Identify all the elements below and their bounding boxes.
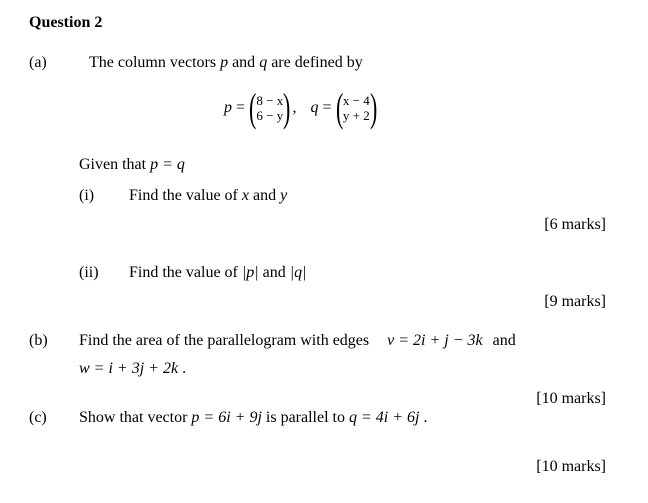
var-q: q (259, 54, 268, 71)
part-b-w-expr: w = i + 3j + 2k (79, 360, 179, 377)
part-c-period: . (419, 409, 428, 426)
vector-p-bottom: 6 − y (256, 108, 284, 123)
given-statement (79, 156, 185, 174)
given-math: p = q (150, 156, 185, 173)
sub-i-label: (i) (79, 187, 95, 204)
given-text: Given that (79, 156, 151, 173)
sub-i-text (129, 187, 287, 205)
part-b-label: (b) (29, 332, 48, 349)
sub-ii-label: (ii) (79, 264, 99, 281)
vector-q-equals: = (318, 99, 336, 116)
var-p: p (220, 54, 229, 71)
intro-and: and (228, 54, 260, 71)
part-c-q-expr: q = 4i + 6j (349, 409, 420, 426)
part-b-line2 (79, 360, 186, 378)
part-b-text: Find the area of the parallelogram with edges (79, 332, 370, 349)
vector-comma: , (292, 99, 297, 116)
sub-i-marks: [6 marks] (544, 216, 606, 233)
vector-q-column (335, 85, 378, 130)
part-b-line1 (79, 332, 516, 350)
sub-ii-and: and (258, 264, 290, 281)
part-c-middle: is parallel to (261, 409, 349, 426)
vector-q-top: x − 4 (342, 93, 370, 108)
vector-p-equals: = (232, 99, 250, 116)
part-c-prefix: Show that vector (79, 409, 192, 426)
vector-p-column (249, 85, 291, 130)
sub-i-prefix: Find the value of (129, 187, 242, 204)
right-paren-icon: ) (283, 85, 291, 130)
vector-definitions (224, 85, 378, 130)
var-x: x (241, 187, 249, 204)
var-y: y (280, 187, 288, 204)
part-b-v-expr: v = 2i + j − 3k (387, 332, 483, 349)
part-c-text (79, 409, 427, 427)
part-b-marks: [10 marks] (536, 390, 606, 407)
vector-q-name: q (310, 99, 319, 116)
abs-p: |p| (241, 264, 259, 281)
part-a-label: (a) (29, 54, 47, 71)
sub-ii-marks: [9 marks] (544, 293, 606, 310)
part-a-intro (89, 54, 363, 72)
part-c-marks: [10 marks] (536, 458, 606, 475)
part-c-p-expr: p = 6i + 9j (191, 409, 262, 426)
sub-i-and: and (248, 187, 281, 204)
part-b-and: and (492, 332, 516, 349)
question-title: Question 2 (29, 14, 103, 31)
intro-suffix: are defined by (267, 54, 363, 71)
sub-ii-prefix: Find the value of (129, 264, 242, 281)
vector-p-top: 8 − x (256, 93, 284, 108)
sub-ii-text (129, 264, 307, 282)
vector-q-bottom: y + 2 (342, 108, 370, 123)
left-paren-icon: ( (249, 85, 257, 130)
abs-q: |q| (289, 264, 307, 281)
vector-p-name: p (224, 99, 232, 116)
left-paren-icon: ( (335, 85, 343, 130)
part-b-period: . (178, 360, 187, 377)
intro-prefix: The column vectors (89, 54, 221, 71)
part-c-label: (c) (29, 409, 47, 426)
right-paren-icon: ) (369, 85, 378, 130)
